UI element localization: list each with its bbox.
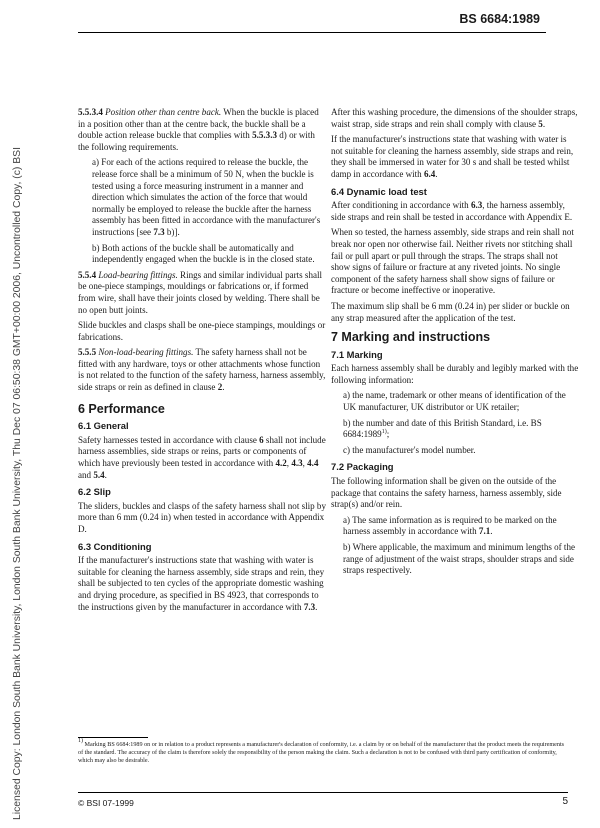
section-heading-marking: 7 Marking and instructions (331, 330, 491, 345)
page-number: 5 (562, 796, 568, 807)
paragraph-when-tested: When so tested, the harness assembly, side straps and rein shall not break nor open nor otherwise fail. Neither rivets nor stitching shall fail or pull apart or pull through the straps. The straps shall not show signs of failure or fracture at any riveted joints. No single component of the safety harness shall show signs of failure or fracture or become ineffective or inoperative. (331, 227, 574, 296)
subsection-heading-packaging: 7.2 Packaging (331, 461, 394, 473)
subsection-heading-slip: 6.2 Slip (78, 486, 111, 498)
license-watermark: Licensed Copy: London South Bank University, London South Bank University, Thu Dec 07 06:50:38 GMT+00:00 2006, Uncontrolled Copy, (c) BSI (12, 147, 23, 820)
clause-6-2: The sliders, buckles and clasps of the safety harness shall not slip by more than 6 mm (0.24 in) when tested in accordance with Appendix D. (78, 500, 326, 534)
clause-7-2: The following information shall be given on the outside of the package that contains the safety harness, harness assembly, side strap(s) and/or rein. (331, 476, 562, 510)
paragraph-slide-buckles: Slide buckles and clasps shall be one-piece stampings, mouldings or fabrications. (78, 320, 326, 342)
item-b: b) Both actions of the buckle shall be automatically and independently engaged when the buckle is in the closed state. (92, 242, 315, 265)
paragraph-not-washable: If the manufacturer's instructions state that washing with water is not suitable for cleaning the harness assembly, side straps and rein, they shall be immersed in water for 30 s and shall be tested whilst damp in accordance with 6.4. (331, 134, 574, 179)
subsection-heading-marking: 7.1 Marking (331, 348, 383, 360)
footnote: $^{1)}$ Marking BS 6684:1989 on or in relation to a product represents a manufacturer's declaration of conformity, i.e. a claim by or on behalf of the manufacturer that the product meets the requirements of the standard. The accuracy of the claim is therefore solely the responsibility of the person making the claim. Such a declaration is not to be confused with third party certification of conformity, which may also be desirable. (78, 738, 565, 764)
section-heading-performance: 6 Performance (78, 401, 165, 416)
header-rule (78, 32, 546, 33)
footer-rule (78, 792, 568, 793)
subsection-heading-general: 6.1 General (78, 420, 129, 432)
clause-6-4: After conditioning in accordance with 6.3, the harness assembly, side straps and rein shall be tested in accordance with Appendix E. (331, 200, 573, 222)
packaging-item-a: a) The same information as is required to be marked on the harness assembly in accordance with 7.1. (343, 514, 557, 537)
paragraph-after-washing: After this washing procedure, the dimensions of the shoulder straps, waist strap, side straps and rein shall comply with clause 5. (331, 107, 578, 129)
subsection-heading-dynamic-load: 6.4 Dynamic load test (331, 185, 427, 197)
clause-5-5-3-4: 5.5.3.4 Position other than centre back. When the buckle is placed in a position other than at the centre back, the buckle shall be a double action release buckle that complies with 5.5.3.3 d) or with the following requirements. (78, 107, 319, 152)
packaging-item-b: b) Where applicable, the maximum and minimum lengths of the range of adjustment of the waist straps, shoulder straps and side straps respectively. (343, 542, 575, 576)
paragraph-max-slip: The maximum slip shall be 6 mm (0.24 in) per slider or buckle on any strap measured after the application of the test. (331, 300, 570, 323)
right-column (331, 107, 579, 581)
marking-item-b: b) the number and date of this British Standard, i.e. BS 6684:1989$^{1)}$; (343, 417, 542, 440)
marking-item-c: c) the manufacturer's model number. (343, 444, 476, 455)
marking-item-a: a) the name, trademark or other means of identification of the UK manufacturer, UK distributor or UK retailer; (343, 390, 566, 413)
copyright: © BSI 07-1999 (78, 798, 134, 808)
left-column (78, 107, 326, 617)
clause-6-3: If the manufacturer's instructions state that washing with water is suitable for cleaning the harness assembly, side straps and rein, they shall be subjected to ten cycles of the appropriate domestic washing and drying procedure, as specified in BS 4923, that corresponds to the instructions given by the manufacturer in accordance with 7.3. (78, 555, 325, 612)
clause-7-1: Each harness assembly shall be durably and legibly marked with the following information: (331, 363, 579, 385)
clause-5-5-4: 5.5.4 Load-bearing fittings. Rings and similar individual parts shall be one-piece stampings, mouldings or fabrications or, if formed from wire, shall have their joints closed by welding. There shall be no open butt joints. (78, 269, 323, 315)
footnote-rule (78, 737, 148, 738)
standard-number: BS 6684:1989 (459, 12, 540, 26)
subsection-heading-conditioning: 6.3 Conditioning (78, 540, 152, 552)
footnote-ref: 1) (381, 429, 387, 436)
clause-5-5-5: 5.5.5 Non-load-bearing fittings. The safety harness shall not be fitted with any hardware, toys or other attachments whose function is not related to the function of the safety harness, harness assembly, side straps or rein as defined in clause 2. (78, 347, 326, 393)
clause-6-1: Safety harnesses tested in accordance with clause 6 shall not include harness assemblies, side straps or reins, parts or components of which have previously been tested in accordance with 4.2, 4.3, 4.4 and 5.4. (78, 434, 326, 480)
item-a: a) For each of the actions required to release the buckle, the release force shall be a minimum of 50 N, when the buckle is tested using a force measuring instrument in a manner and direction which simulates the action of the force that would normally be employed to release the buckle after the harness assembly has been fitted in accordance with the manufacturer's instructions [see 7.3 b)]. (92, 157, 321, 237)
